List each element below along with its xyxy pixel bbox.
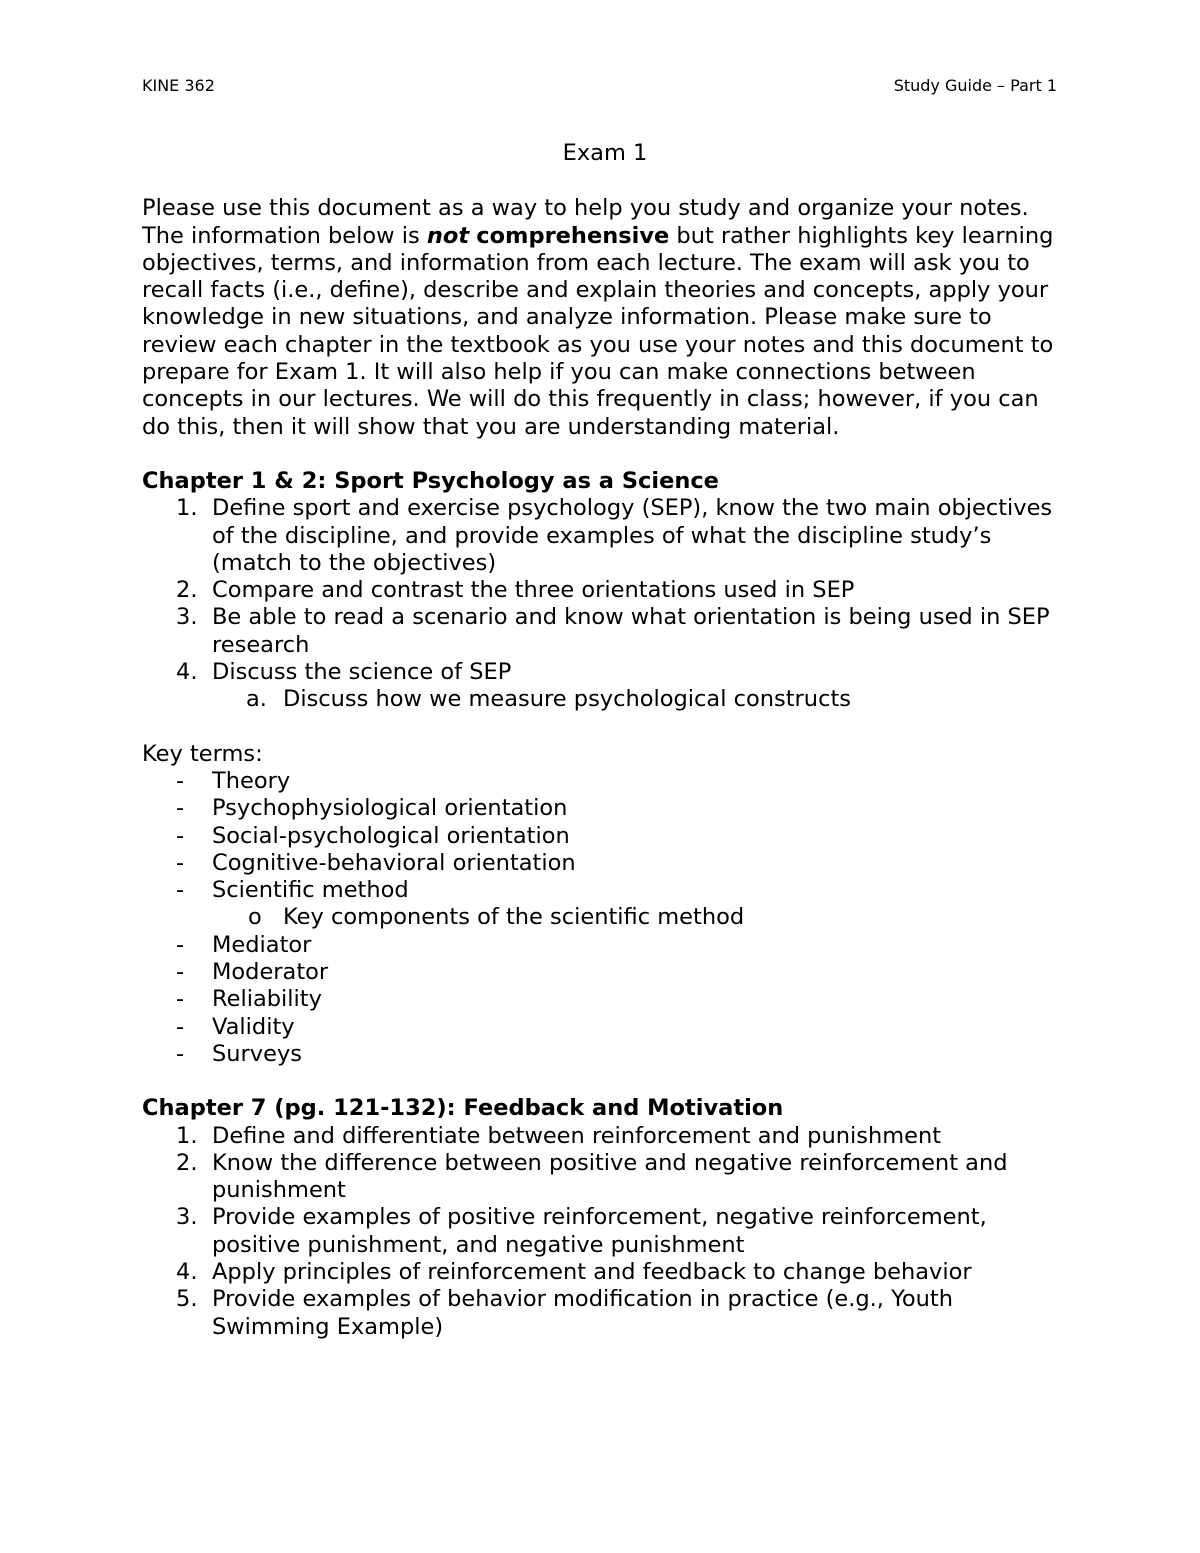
list-number: 2. — [176, 577, 198, 604]
intro-paragraph — [142, 195, 1062, 441]
list-item — [142, 577, 1062, 604]
list-number: 1. — [176, 1122, 198, 1149]
term-text: Psychophysiological orientation — [212, 795, 568, 822]
term-item — [142, 768, 1062, 795]
list-item — [142, 659, 1062, 714]
list-number: 2. — [176, 1149, 198, 1176]
list-number: 3. — [176, 1204, 198, 1231]
list-item — [142, 1150, 1062, 1205]
header-course: KINE 362 — [142, 76, 215, 95]
term-text: Cognitive-behavioral orientation — [212, 849, 576, 876]
intro-text-1: Please use this document as a way to help you study and organize your notes. The information below is — [142, 195, 1029, 249]
dash-bullet: - — [176, 986, 185, 1013]
term-item — [142, 1014, 1062, 1041]
dash-bullet: - — [176, 767, 185, 794]
list-item-text: Apply principles of reinforcement and feedback to change behavior — [212, 1258, 972, 1285]
circle-bullet: o — [248, 904, 262, 931]
page-title: Exam 1 — [562, 140, 648, 166]
key-terms-list — [142, 768, 1062, 1068]
term-text: Mediator — [212, 931, 312, 958]
list-number: 4. — [176, 659, 198, 686]
term-item — [142, 877, 1062, 932]
list-item-text: Be able to read a scenario and know what orientation is being used in SEP research — [212, 604, 1050, 658]
term-text: Surveys — [212, 1040, 302, 1067]
list-item-text: Provide examples of behavior modification in practice (e.g., Youth Swimming Example) — [212, 1286, 953, 1340]
sub-list-marker: a. — [246, 686, 267, 713]
list-item — [142, 1259, 1062, 1286]
sub-objectives — [212, 686, 1062, 713]
list-item — [142, 1123, 1062, 1150]
header-doc-type: Study Guide – Part 1 — [893, 76, 1057, 95]
list-item-text: Define and differentiate between reinforcement and punishment — [212, 1122, 942, 1149]
intro-text-2: but rather highlights key learning objectives, terms, and information from each lecture. The exam will ask you to recall facts (i.e., define), describe and explain theories and concepts, apply your knowledge in new situations, and analyze information. Please make sure to review each chapter in the textbook as you use your notes and this document to prepare for Exam 1. It will also help if you can make connections between concepts in our lectures. We will do this frequently in class; however, if you can do this, then it will show that you are understanding material. — [142, 222, 1054, 440]
term-item — [142, 850, 1062, 877]
document-body — [142, 140, 1062, 1341]
list-number: 5. — [176, 1286, 198, 1313]
list-item-text: Provide examples of positive reinforcement, negative reinforcement, positive punishment, and negative punishment — [212, 1204, 987, 1258]
chapter-7-heading: Chapter 7 (pg. 121-132): Feedback and Motivation — [142, 1095, 784, 1122]
list-item — [142, 495, 1062, 577]
chapter-1-objectives — [142, 495, 1062, 713]
dash-bullet: - — [176, 931, 185, 958]
chapter-7-objectives — [142, 1123, 1062, 1341]
key-terms-label: Key terms: — [142, 740, 263, 767]
term-text: Theory — [212, 767, 291, 794]
dash-bullet: - — [176, 1040, 185, 1067]
dash-bullet: - — [176, 1013, 185, 1040]
dash-bullet: - — [176, 877, 185, 904]
sub-list-item — [142, 686, 1062, 713]
term-item — [142, 959, 1062, 986]
term-item — [142, 932, 1062, 959]
list-number: 4. — [176, 1258, 198, 1285]
list-item — [142, 1204, 1062, 1259]
intro-emphasis-comprehensive: comprehensive — [476, 222, 670, 249]
list-item-text: Know the difference between positive and negative reinforcement and punishment — [212, 1149, 1008, 1204]
term-text: Social-psychological orientation — [212, 822, 570, 849]
term-text: Moderator — [212, 959, 329, 986]
list-number: 1. — [176, 495, 198, 522]
term-text: Scientific method — [212, 877, 409, 904]
dash-bullet: - — [176, 959, 185, 986]
term-text: Reliability — [212, 986, 322, 1013]
term-text: Validity — [212, 1013, 295, 1040]
term-item — [142, 986, 1062, 1013]
list-item-text: Discuss the science of SEP — [212, 659, 512, 686]
list-number: 3. — [176, 604, 198, 631]
term-item — [142, 795, 1062, 822]
sub-terms-list — [212, 904, 1062, 931]
list-item-text: Compare and contrast the three orientations used in SEP — [212, 577, 855, 604]
term-item — [142, 823, 1062, 850]
chapter-1-heading: Chapter 1 & 2: Sport Psychology as a Science — [142, 467, 719, 494]
list-item-text: Define sport and exercise psychology (SEP), know the two main objectives of the discipline, and provide examples of what the discipline study’s (match to the objectives) — [212, 495, 1053, 576]
dash-bullet: - — [176, 822, 185, 849]
intro-emphasis-not: not — [426, 222, 470, 249]
sub-term-text: Key components of the scientific method — [283, 904, 745, 931]
sub-term-item — [142, 904, 1062, 931]
dash-bullet: - — [176, 849, 185, 876]
term-item — [142, 1041, 1062, 1068]
sub-list-item-text: Discuss how we measure psychological constructs — [283, 686, 851, 713]
dash-bullet: - — [176, 795, 185, 822]
list-item — [142, 1286, 1062, 1341]
list-item — [142, 604, 1062, 659]
